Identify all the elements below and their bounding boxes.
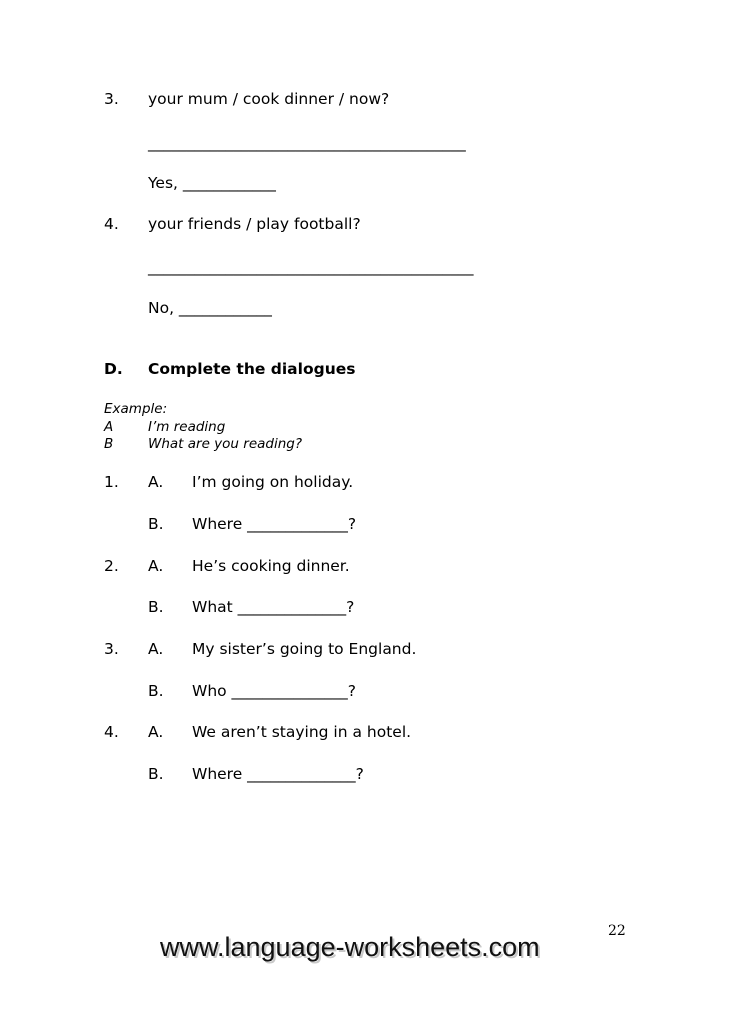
speaker-b-line: Who _______________? <box>192 682 357 700</box>
dialogue-number: 3. <box>104 640 119 658</box>
speaker-b-line: Where _____________? <box>192 515 357 533</box>
item-number: 3. <box>104 90 119 108</box>
dialogue-number: 4. <box>104 723 119 741</box>
short-answer: No, ____________ <box>148 299 272 317</box>
speaker-a-label: A. <box>148 473 164 491</box>
example-label: Example: <box>104 401 168 417</box>
speaker-a-label: A. <box>148 723 164 741</box>
section-letter: D. <box>104 360 123 378</box>
item-prompt: your mum / cook dinner / now? <box>148 90 390 108</box>
page-number: 22 <box>608 923 626 939</box>
dialogue-number: 1. <box>104 473 119 491</box>
speaker-a-line: My sister’s going to England. <box>192 640 417 658</box>
speaker-b-label: B. <box>148 598 164 616</box>
speaker-a-label: A. <box>148 640 164 658</box>
answer-blank-line: __________________________________________ <box>148 258 474 276</box>
speaker-a-line: I’m going on holiday. <box>192 473 354 491</box>
example-speaker-a: A <box>104 419 114 435</box>
speaker-b-label: B. <box>148 515 164 533</box>
speaker-b-label: B. <box>148 765 164 783</box>
dialogue-number: 2. <box>104 557 119 575</box>
item-prompt: your friends / play football? <box>148 215 361 233</box>
speaker-b-line: What ______________? <box>192 598 355 616</box>
speaker-a-label: A. <box>148 557 164 575</box>
short-answer: Yes, ____________ <box>148 174 276 192</box>
speaker-b-label: B. <box>148 682 164 700</box>
website-logo: www.language-worksheets.com <box>160 932 540 962</box>
item-number: 4. <box>104 215 119 233</box>
speaker-b-line: Where ______________? <box>192 765 364 783</box>
answer-blank-line: _________________________________________ <box>148 134 466 152</box>
speaker-a-line: We aren’t staying in a hotel. <box>192 723 412 741</box>
speaker-a-line: He’s cooking dinner. <box>192 557 350 575</box>
section-heading: Complete the dialogues <box>148 360 356 378</box>
example-line-a: I’m reading <box>148 419 226 435</box>
example-speaker-b: B <box>104 436 114 452</box>
example-line-b: What are you reading? <box>148 436 303 452</box>
